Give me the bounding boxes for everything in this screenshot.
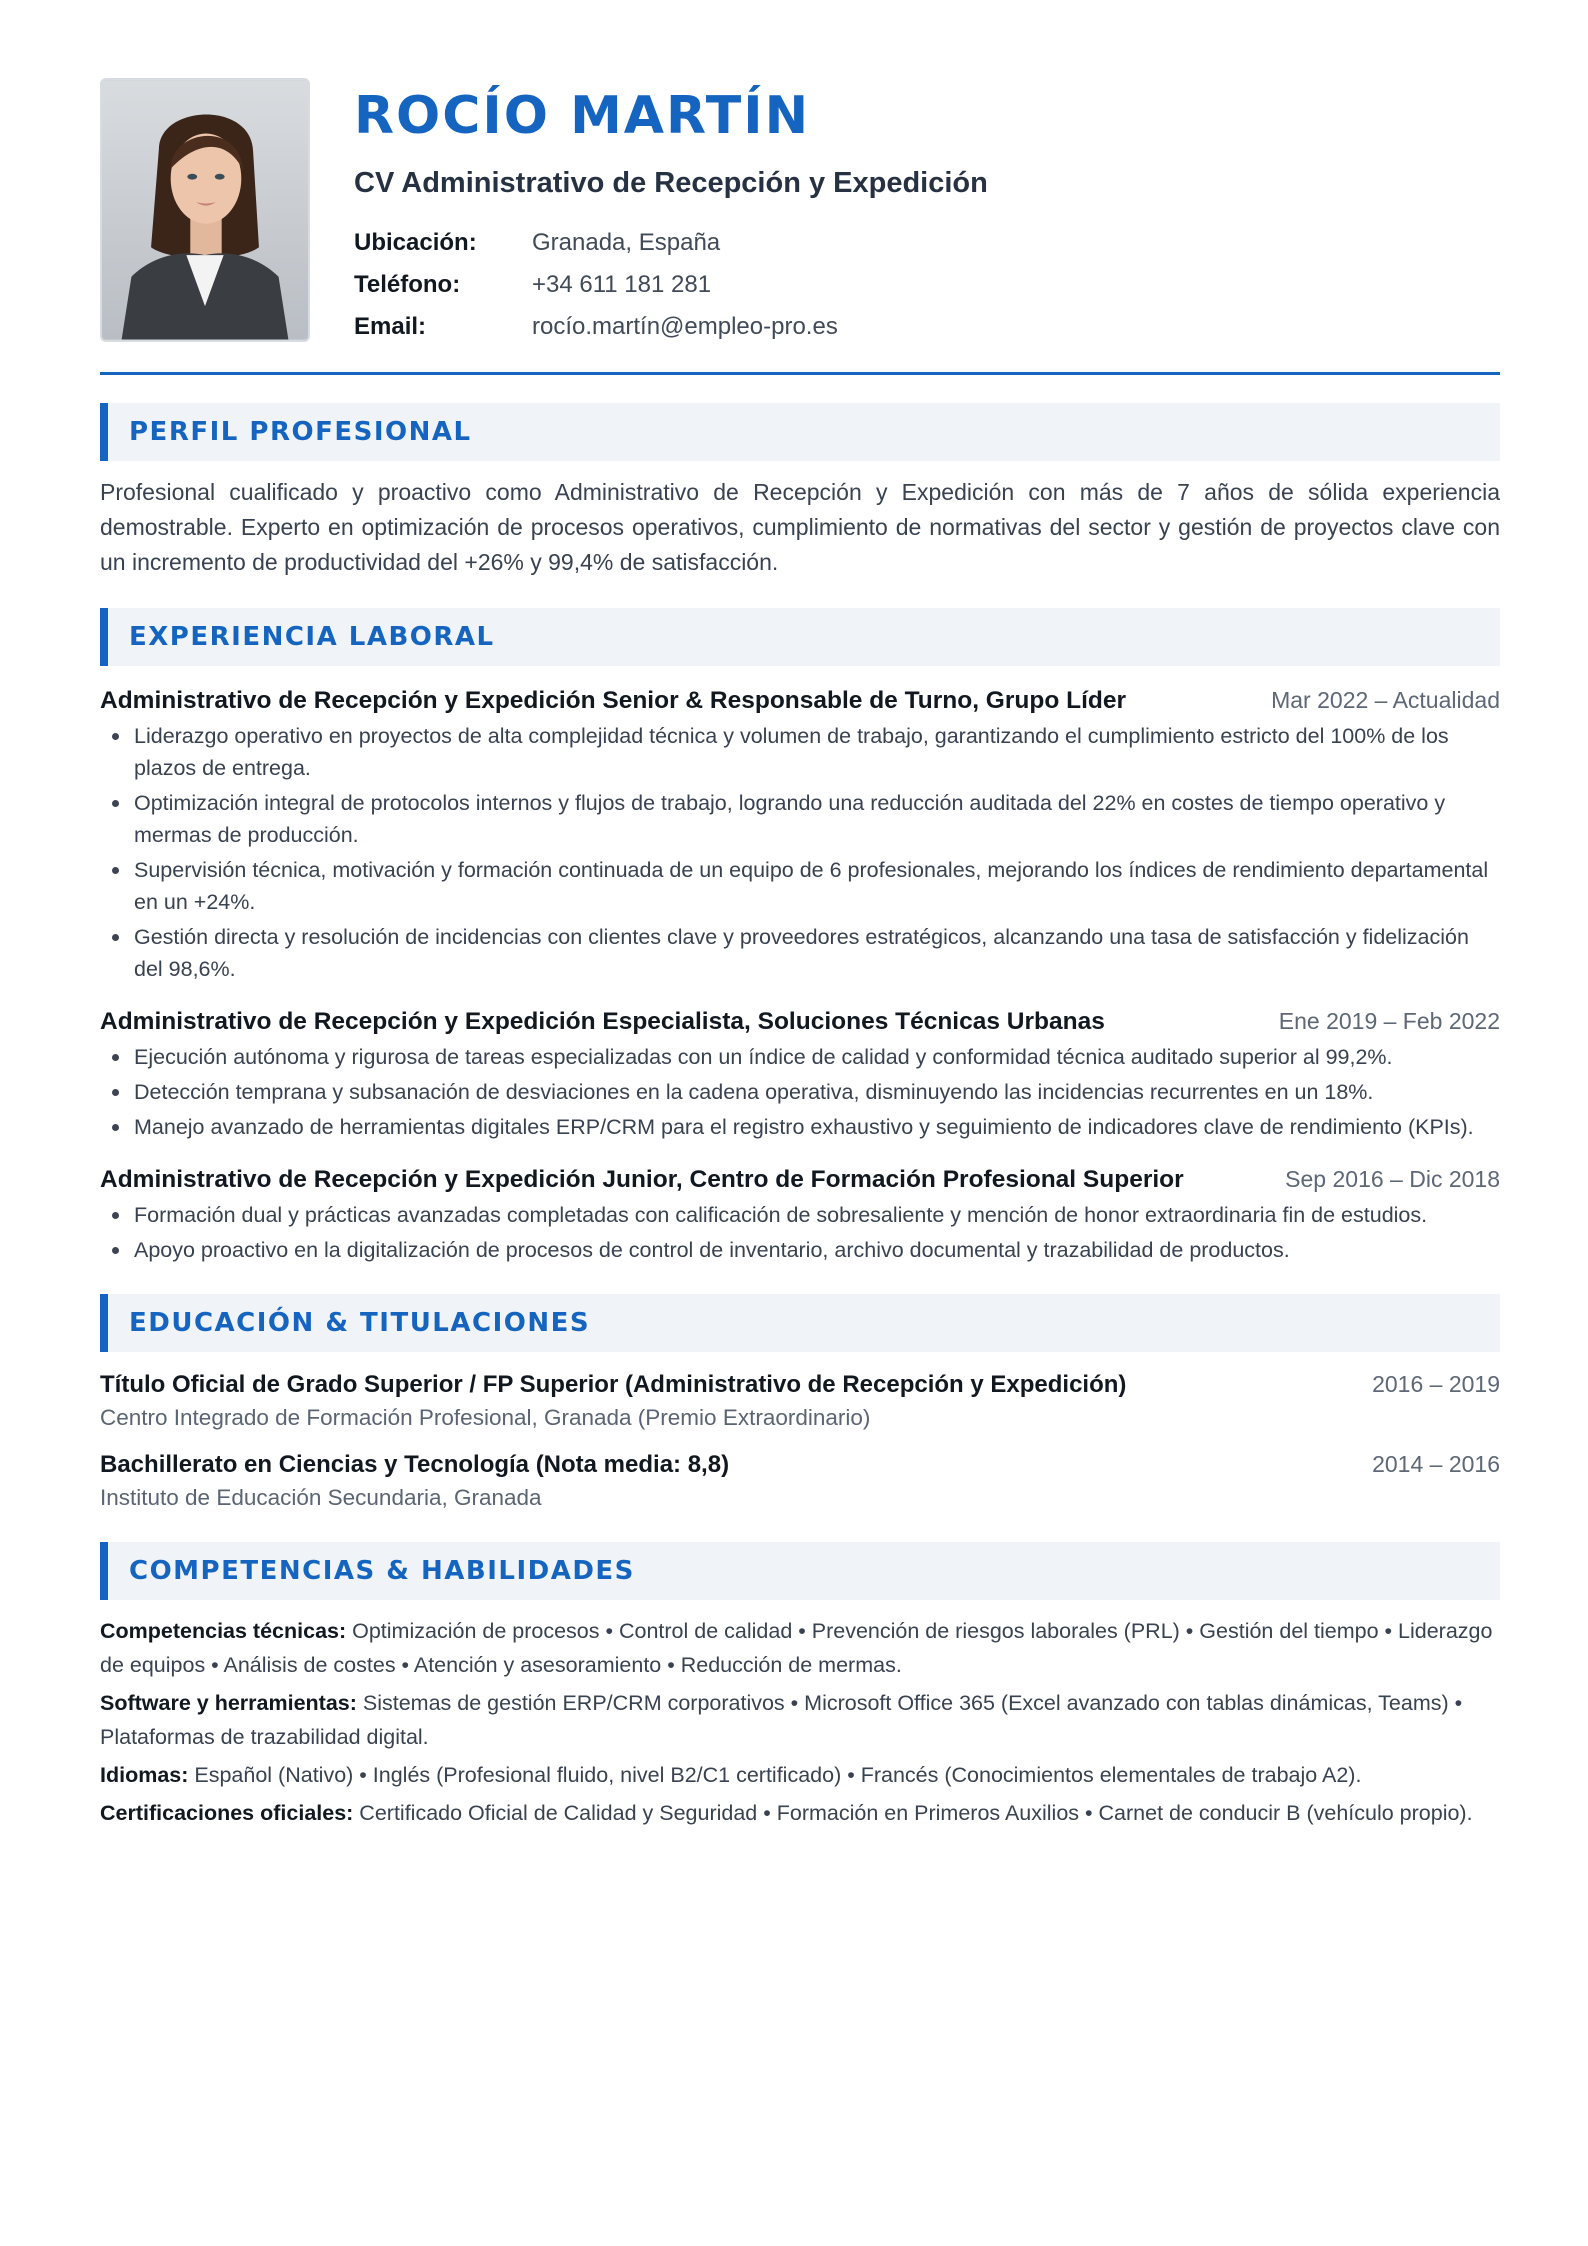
job-bullet: Manejo avanzado de herramientas digitales ERP/CRM para el registro exhaustivo y seguimiento de indicadores clave de rendimiento (KPIs). bbox=[100, 1111, 1500, 1143]
job-entry bbox=[100, 684, 1500, 985]
skill-text: Español (Nativo) • Inglés (Profesional fluido, nivel B2/C1 certificado) • Francés (Conocimientos elementales de trabajo A2). bbox=[188, 1763, 1362, 1787]
section-header-experience bbox=[100, 608, 1500, 666]
job-bullet: Apoyo proactivo en la digitalización de procesos de control de inventario, archivo documental y trazabilidad de productos. bbox=[100, 1234, 1500, 1266]
job-header bbox=[100, 684, 1500, 718]
skill-item bbox=[100, 1686, 1500, 1754]
skill-label: Idiomas: bbox=[100, 1763, 189, 1787]
skill-item bbox=[100, 1758, 1500, 1792]
job-title: Administrativo de Recepción y Expedición Senior & Responsable de Turno, Grupo Líder bbox=[100, 687, 1126, 714]
profile-photo bbox=[100, 78, 310, 342]
contact-email bbox=[354, 306, 988, 348]
cv-header bbox=[100, 78, 1500, 375]
skill-label: Software y herramientas: bbox=[100, 1691, 357, 1715]
education-entry bbox=[100, 1448, 1500, 1514]
job-bullet: Formación dual y prácticas avanzadas completadas con calificación de sobresaliente y mención de honor extraordinaria fin de estudios. bbox=[100, 1199, 1500, 1231]
education-title: Bachillerato en Ciencias y Tecnología (Nota media: 8,8) bbox=[100, 1451, 730, 1478]
cv-role-title: CV Administrativo de Recepción y Expedición bbox=[354, 167, 988, 199]
job-title: Administrativo de Recepción y Expedición Especialista, Soluciones Técnicas Urbanas bbox=[100, 1008, 1105, 1035]
job-date: Ene 2019 – Feb 2022 bbox=[1278, 1008, 1500, 1034]
candidate-name: ROCÍO MARTÍN bbox=[354, 86, 811, 146]
job-bullets bbox=[100, 720, 1500, 985]
section-title: EDUCACIÓN & TITULACIONES bbox=[129, 1308, 591, 1338]
header-info bbox=[354, 78, 988, 348]
job-bullet: Optimización integral de protocolos internos y flujos de trabajo, logrando una reducción auditada del 22% en costes de tiempo operativo y mermas de producción. bbox=[100, 787, 1500, 851]
section-title: COMPETENCIAS & HABILIDADES bbox=[129, 1556, 635, 1586]
contact-list bbox=[354, 222, 988, 348]
skill-text: Optimización de procesos • Control de calidad • Prevención de riesgos laborales (PRL) • Gestión del tiempo • Liderazgo de equipos • Análisis de costes • Atención y asesoramiento • Reducción de mermas. bbox=[100, 1619, 1493, 1677]
contact-value: +34 611 181 281 bbox=[532, 271, 712, 298]
section-header-education bbox=[100, 1294, 1500, 1352]
section-header-profile bbox=[100, 403, 1500, 461]
job-entry bbox=[100, 1163, 1500, 1266]
contact-label: Ubicación: bbox=[354, 229, 477, 256]
job-header bbox=[100, 1005, 1500, 1039]
education-title: Título Oficial de Grado Superior / FP Superior (Administrativo de Recepción y Expedición) bbox=[100, 1371, 1127, 1398]
contact-phone bbox=[354, 264, 988, 306]
skill-item bbox=[100, 1614, 1500, 1682]
skill-label: Certificaciones oficiales: bbox=[100, 1801, 354, 1825]
email-link[interactable]: rocío.martín@empleo-pro.es bbox=[532, 313, 838, 340]
section-title: EXPERIENCIA LABORAL bbox=[129, 622, 495, 652]
skill-label: Competencias técnicas: bbox=[100, 1619, 347, 1643]
job-bullet: Detección temprana y subsanación de desviaciones en la cadena operativa, disminuyendo las incidencias recurrentes en un 18%. bbox=[100, 1076, 1500, 1108]
portrait-image bbox=[102, 80, 308, 340]
education-header bbox=[100, 1368, 1500, 1402]
skill-item bbox=[100, 1796, 1500, 1830]
contact-label: Teléfono: bbox=[354, 271, 461, 298]
education-entry bbox=[100, 1368, 1500, 1434]
skills-list bbox=[100, 1614, 1500, 1830]
job-bullet: Supervisión técnica, motivación y formación continuada de un equipo de 6 profesionales, mejorando los índices de rendimiento departamental en un +24%. bbox=[100, 854, 1500, 918]
job-date: Mar 2022 – Actualidad bbox=[1271, 687, 1500, 713]
job-bullet: Gestión directa y resolución de incidencias con clientes clave y proveedores estratégicos, alcanzando una tasa de satisfacción y fidelización del 98,6%. bbox=[100, 921, 1500, 985]
job-entry bbox=[100, 1005, 1500, 1143]
contact-location bbox=[354, 222, 988, 264]
education-date: 2016 – 2019 bbox=[1372, 1371, 1500, 1397]
profile-summary: Profesional cualificado y proactivo como Administrativo de Recepción y Expedición con más de 7 años de sólida experiencia demostrable. Experto en optimización de procesos operativos, cumplimiento de normativas del sector y gestión de proyectos clave con un incremento de productividad del +26% y 99,4% de satisfacción. bbox=[100, 479, 1500, 575]
job-bullets bbox=[100, 1041, 1500, 1143]
education-header bbox=[100, 1448, 1500, 1482]
education-institution: Instituto de Educación Secundaria, Granada bbox=[100, 1485, 542, 1510]
job-bullet: Ejecución autónoma y rigurosa de tareas especializadas con un índice de calidad y conformidad técnica auditado superior al 99,2%. bbox=[100, 1041, 1500, 1073]
job-bullet: Liderazgo operativo en proyectos de alta complejidad técnica y volumen de trabajo, garantizando el cumplimiento estricto del 100% de los plazos de entrega. bbox=[100, 720, 1500, 784]
contact-value: Granada, España bbox=[532, 229, 721, 256]
job-title: Administrativo de Recepción y Expedición Junior, Centro de Formación Profesional Superior bbox=[100, 1166, 1184, 1193]
skill-text: Sistemas de gestión ERP/CRM corporativos • Microsoft Office 365 (Excel avanzado con tablas dinámicas, Teams) • Plataformas de trazabilidad digital. bbox=[100, 1691, 1463, 1749]
job-header bbox=[100, 1163, 1500, 1197]
job-bullets bbox=[100, 1199, 1500, 1266]
education-institution: Centro Integrado de Formación Profesional, Granada (Premio Extraordinario) bbox=[100, 1405, 871, 1430]
education-date: 2014 – 2016 bbox=[1372, 1451, 1500, 1477]
skill-text: Certificado Oficial de Calidad y Seguridad • Formación en Primeros Auxilios • Carnet de conducir B (vehículo propio). bbox=[353, 1801, 1473, 1825]
experience-list bbox=[100, 684, 1500, 1266]
contact-label: Email: bbox=[354, 313, 427, 340]
section-title: PERFIL PROFESIONAL bbox=[129, 417, 472, 447]
job-date: Sep 2016 – Dic 2018 bbox=[1285, 1166, 1500, 1192]
section-header-skills bbox=[100, 1542, 1500, 1600]
